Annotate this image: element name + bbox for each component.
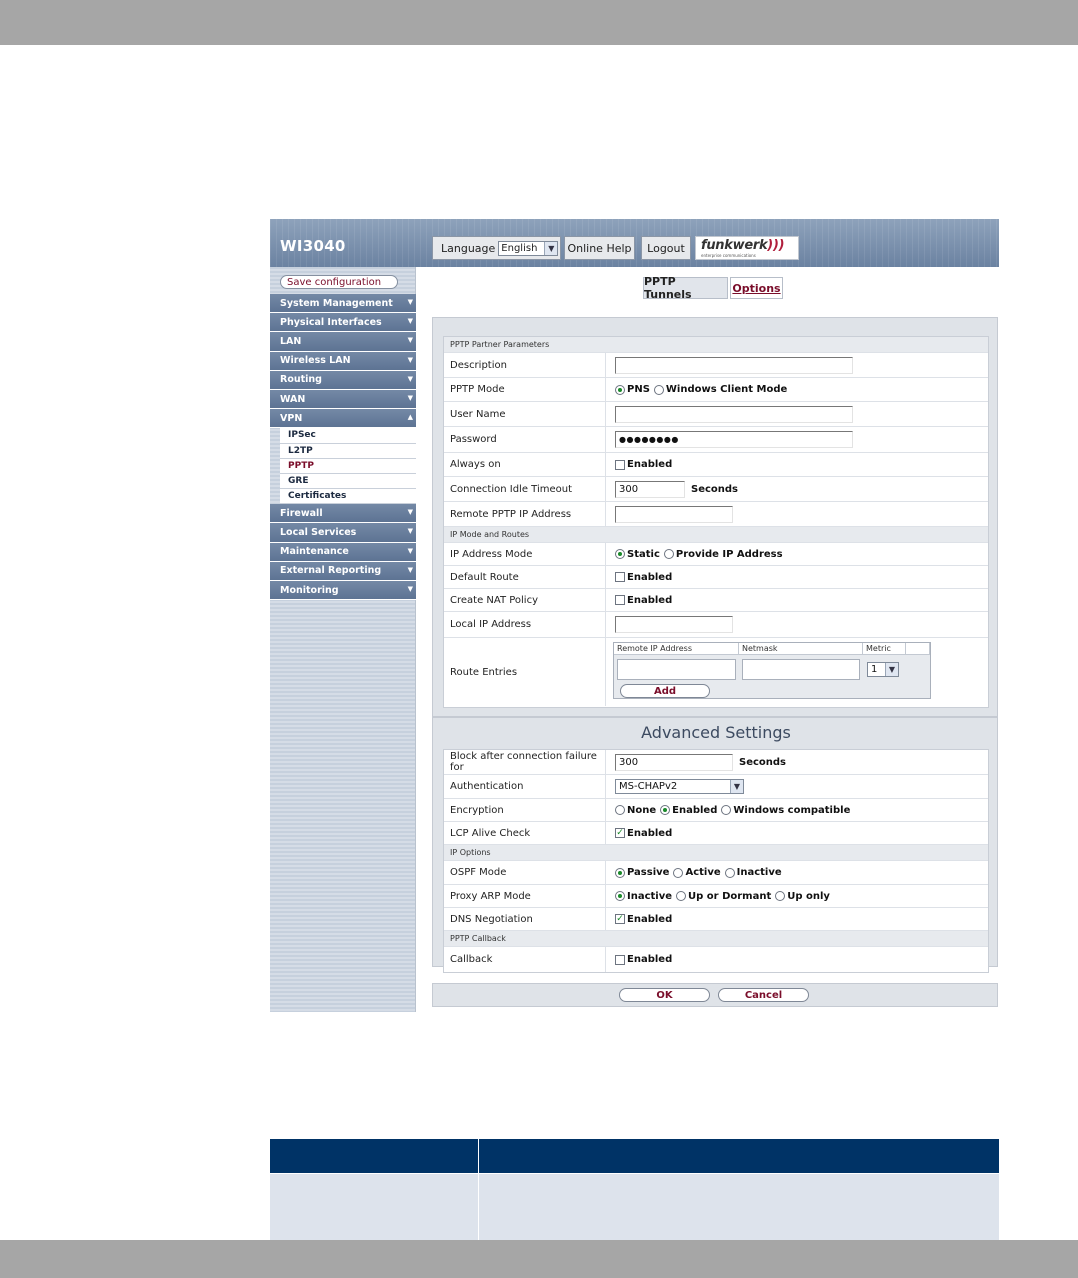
row-dns-negotiation xyxy=(444,908,988,931)
remote-ip-input[interactable] xyxy=(615,506,733,523)
language-value: English xyxy=(501,242,538,254)
description-input[interactable] xyxy=(615,357,853,374)
column-divider xyxy=(478,1174,479,1240)
sidebar-item-label: Wireless LAN xyxy=(280,355,351,367)
advanced-settings-title: Advanced Settings xyxy=(641,723,791,742)
radio-icon xyxy=(676,891,686,901)
ip-address-mode-label: IP Address Mode xyxy=(444,543,606,565)
radio-icon xyxy=(775,891,785,901)
pptp-mode-pns-radio[interactable] xyxy=(615,384,650,395)
online-help-button[interactable]: Online Help xyxy=(564,236,635,260)
rt-netmask-input[interactable] xyxy=(742,659,860,680)
chevron-down-icon: ▼ xyxy=(407,336,413,345)
section-title: PPTP Callback xyxy=(450,934,506,943)
checkbox-icon xyxy=(615,460,625,470)
cancel-button[interactable]: Cancel xyxy=(718,988,809,1002)
advanced-settings-panel xyxy=(432,717,998,967)
row-authentication xyxy=(444,775,988,799)
sidebar-item-wireless-lan[interactable] xyxy=(270,352,416,371)
password-input[interactable]: ●●●●●●●● xyxy=(615,431,853,448)
always-on-checkbox[interactable] xyxy=(615,459,672,470)
idle-timeout-input[interactable]: 300 xyxy=(615,481,685,498)
chevron-down-icon: ▼ xyxy=(407,546,413,555)
encryption-label: Encryption xyxy=(444,799,606,821)
device-name: WI3040 xyxy=(280,237,346,255)
chevron-down-icon: ▼ xyxy=(885,663,898,676)
ospf-passive-radio[interactable] xyxy=(615,867,669,878)
encryption-windows-radio[interactable] xyxy=(721,805,850,816)
section-title: IP Options xyxy=(450,848,491,857)
callback-checkbox[interactable] xyxy=(615,954,672,965)
radio-label: Up only xyxy=(787,890,830,902)
radio-label: Windows compatible xyxy=(733,804,851,816)
chevron-down-icon: ▼ xyxy=(407,508,413,517)
column-divider xyxy=(478,1139,479,1173)
ip-mode-provide-radio[interactable] xyxy=(664,549,783,560)
tab-bar xyxy=(643,277,785,299)
rt-header-remote-ip: Remote IP Address xyxy=(614,643,739,655)
default-route-checkbox[interactable] xyxy=(615,572,672,583)
checkbox-icon xyxy=(615,955,625,965)
app-screenshot xyxy=(270,219,999,1012)
proxy-arp-inactive-radio[interactable] xyxy=(615,891,672,902)
radio-icon xyxy=(654,385,664,395)
radio-label: Up or Dormant xyxy=(688,890,772,902)
row-lcp-alive xyxy=(444,822,988,845)
form-buttons-bar xyxy=(432,983,998,1007)
brand-waves: ))) xyxy=(767,237,785,253)
password-label: Password xyxy=(444,427,606,452)
sidebar-item-local-services[interactable] xyxy=(270,523,416,542)
ip-mode-static-radio[interactable] xyxy=(615,549,660,560)
always-on-label: Always on xyxy=(444,453,606,476)
ok-button[interactable]: OK xyxy=(619,988,710,1002)
radio-label: Provide IP Address xyxy=(675,548,783,560)
authentication-value: MS-CHAPv2 xyxy=(619,781,678,792)
basic-settings-table xyxy=(443,336,989,708)
route-entries-table xyxy=(613,642,931,699)
logout-button[interactable]: Logout xyxy=(641,236,691,260)
radio-icon xyxy=(673,868,683,878)
sidebar-item-wan[interactable] xyxy=(270,390,416,409)
sidebar-item-maintenance[interactable] xyxy=(270,543,416,562)
sidebar-item-routing[interactable] xyxy=(270,371,416,390)
authentication-label: Authentication xyxy=(444,775,606,798)
ospf-inactive-radio[interactable] xyxy=(725,867,782,878)
brand-subtitle: enterprise communications xyxy=(701,252,756,258)
chevron-down-icon: ▼ xyxy=(730,780,743,793)
row-local-ip xyxy=(444,612,988,638)
route-entries-label: Route Entries xyxy=(444,638,606,706)
sidebar-subitem-certificates[interactable]: Certificates xyxy=(280,489,416,504)
radio-label: Enabled xyxy=(672,804,718,816)
row-default-route xyxy=(444,566,988,589)
sidebar-subitem-ipsec[interactable]: IPSec xyxy=(280,428,416,443)
local-ip-input[interactable] xyxy=(615,616,733,633)
user-name-input[interactable] xyxy=(615,406,853,423)
checkbox-icon xyxy=(615,572,625,582)
radio-label: Inactive xyxy=(627,890,673,902)
chevron-down-icon: ▼ xyxy=(407,317,413,326)
radio-selected-icon xyxy=(660,805,670,815)
sidebar-item-label: Local Services xyxy=(280,527,357,539)
rt-header-metric: Metric xyxy=(863,643,906,655)
description-table-row xyxy=(270,1173,999,1240)
sidebar-item-label: External Reporting xyxy=(280,565,382,577)
lcp-alive-label: LCP Alive Check xyxy=(444,822,606,844)
callback-label: Callback xyxy=(444,947,606,972)
sidebar-item-label: Maintenance xyxy=(280,546,349,558)
radio-icon xyxy=(725,868,735,878)
radio-label: None xyxy=(627,804,657,816)
sidebar-subitem-gre[interactable]: GRE xyxy=(280,474,416,489)
sidebar-item-physical-interfaces[interactable] xyxy=(270,313,416,332)
radio-icon xyxy=(721,805,731,815)
radio-label: Static xyxy=(627,548,660,560)
sidebar-menu xyxy=(270,294,416,600)
chevron-down-icon: ▼ xyxy=(407,527,413,536)
basic-settings-panel xyxy=(432,317,998,717)
sidebar-item-label: Physical Interfaces xyxy=(280,316,382,328)
sidebar-item-label: WAN xyxy=(280,393,306,405)
radio-icon xyxy=(664,549,674,559)
row-description xyxy=(444,353,988,378)
checkbox-label: Enabled xyxy=(627,913,673,925)
sidebar-item-label: VPN xyxy=(280,412,303,424)
checkbox-label: Enabled xyxy=(627,954,673,965)
pptp-mode-windows-radio[interactable] xyxy=(654,384,787,395)
sidebar-item-label: Firewall xyxy=(280,507,323,519)
sidebar xyxy=(270,267,416,1012)
chevron-down-icon: ▼ xyxy=(407,374,413,383)
row-ip-address-mode xyxy=(444,543,988,566)
language-label: Language xyxy=(441,241,496,255)
sidebar-subitem-l2tp[interactable]: L2TP xyxy=(280,444,416,459)
row-create-nat xyxy=(444,589,988,612)
row-remote-ip xyxy=(444,502,988,527)
rt-remote-ip-input[interactable] xyxy=(617,659,736,680)
block-after-label: Block after connection failure for xyxy=(444,750,606,774)
chevron-down-icon: ▼ xyxy=(407,585,413,593)
sidebar-item-label: Routing xyxy=(280,374,322,386)
radio-label: PNS xyxy=(627,384,650,395)
sidebar-item-system-management[interactable] xyxy=(270,294,416,313)
brand-logo xyxy=(695,236,799,260)
row-proxy-arp xyxy=(444,885,988,908)
tab-options[interactable]: Options xyxy=(730,277,783,299)
sidebar-item-label: Monitoring xyxy=(280,584,339,596)
dns-negotiation-checkbox[interactable] xyxy=(615,914,672,925)
checkbox-label: Enabled xyxy=(627,827,673,839)
sidebar-item-label: LAN xyxy=(280,335,302,347)
radio-label: Passive xyxy=(627,867,670,878)
chevron-down-icon: ▼ xyxy=(407,355,413,364)
seconds-unit: Seconds xyxy=(691,483,739,495)
dns-negotiation-label: DNS Negotiation xyxy=(444,908,606,930)
checkbox-label: Enabled xyxy=(627,594,673,606)
radio-selected-icon xyxy=(615,891,625,901)
pptp-mode-label: PPTP Mode xyxy=(444,378,606,401)
language-selector xyxy=(432,236,561,260)
row-block-after xyxy=(444,750,988,775)
radio-selected-icon xyxy=(615,868,625,878)
proxy-arp-label: Proxy ARP Mode xyxy=(444,885,606,907)
row-callback xyxy=(444,947,988,972)
authentication-select[interactable] xyxy=(615,779,744,794)
default-route-label: Default Route xyxy=(444,566,606,588)
section-header-partner xyxy=(444,337,988,353)
sidebar-item-label: System Management xyxy=(280,297,393,309)
checkbox-icon xyxy=(615,595,625,605)
tab-pptp-tunnels[interactable]: PPTP Tunnels xyxy=(643,277,728,299)
row-always-on xyxy=(444,453,988,477)
chevron-down-icon: ▼ xyxy=(407,298,413,306)
radio-label: Windows Client Mode xyxy=(665,384,788,395)
rt-header-netmask: Netmask xyxy=(739,643,863,655)
chevron-down-icon: ▼ xyxy=(544,242,557,255)
create-nat-label: Create NAT Policy xyxy=(444,589,606,611)
description-table-header xyxy=(270,1139,999,1173)
row-user-name xyxy=(444,402,988,427)
section-header-callback xyxy=(444,931,988,947)
encryption-none-radio[interactable] xyxy=(615,805,656,816)
description-table xyxy=(270,1139,999,1240)
checkbox-label: Enabled xyxy=(627,571,673,583)
advanced-settings-table xyxy=(443,749,989,973)
section-header-ipmode xyxy=(444,527,988,543)
row-pptp-mode xyxy=(444,378,988,402)
brand-name: funkwerk xyxy=(701,237,768,253)
checkmark-icon: ✓ xyxy=(616,913,624,924)
section-title: PPTP Partner Parameters xyxy=(450,340,550,349)
row-idle-timeout xyxy=(444,477,988,502)
sidebar-item-monitoring[interactable] xyxy=(270,581,416,600)
seconds-unit: Seconds xyxy=(739,756,787,768)
app-header xyxy=(270,219,999,267)
page-top-bar xyxy=(0,0,1078,45)
row-route-entries xyxy=(444,638,988,706)
idle-timeout-label: Connection Idle Timeout xyxy=(444,477,606,501)
page-bottom-bar xyxy=(0,1240,1078,1278)
block-after-input[interactable]: 300 xyxy=(615,754,733,771)
radio-selected-icon xyxy=(615,549,625,559)
sidebar-item-external-reporting[interactable] xyxy=(270,562,416,581)
row-password xyxy=(444,427,988,453)
chevron-up-icon: ▲ xyxy=(407,413,413,422)
sidebar-item-lan[interactable] xyxy=(270,332,416,351)
chevron-down-icon: ▼ xyxy=(407,565,413,574)
rt-header-blank xyxy=(906,643,930,655)
radio-label: Inactive xyxy=(736,867,782,878)
section-title: IP Mode and Routes xyxy=(450,530,530,539)
proxy-arp-up-dormant-radio[interactable] xyxy=(676,891,771,902)
ospf-active-radio[interactable] xyxy=(673,867,720,878)
sidebar-item-vpn[interactable] xyxy=(270,409,416,428)
encryption-enabled-radio[interactable] xyxy=(660,805,717,816)
radio-icon xyxy=(615,805,625,815)
ospf-mode-label: OSPF Mode xyxy=(444,861,606,884)
radio-label: Active xyxy=(685,867,721,878)
user-name-label: User Name xyxy=(444,402,606,426)
lcp-alive-checkbox[interactable] xyxy=(615,828,672,839)
section-header-ipoptions xyxy=(444,845,988,861)
create-nat-checkbox[interactable] xyxy=(615,595,672,606)
radio-selected-icon xyxy=(615,385,625,395)
add-route-button[interactable]: Add xyxy=(620,684,710,698)
proxy-arp-up-only-radio[interactable] xyxy=(775,891,830,902)
save-configuration-button[interactable]: Save configuration xyxy=(280,275,398,289)
sidebar-subitem-pptp[interactable]: PPTP xyxy=(280,459,416,474)
chevron-down-icon: ▼ xyxy=(407,393,413,402)
description-label: Description xyxy=(444,353,606,377)
rt-metric-value: 1 xyxy=(871,664,878,675)
checkbox-label: Enabled xyxy=(627,459,673,470)
local-ip-label: Local IP Address xyxy=(444,612,606,637)
rt-metric-select[interactable] xyxy=(867,662,899,677)
sidebar-item-firewall[interactable] xyxy=(270,504,416,523)
remote-ip-label: Remote PPTP IP Address xyxy=(444,502,606,526)
language-select[interactable] xyxy=(498,241,558,256)
row-ospf-mode xyxy=(444,861,988,885)
checkmark-icon: ✓ xyxy=(616,827,624,838)
row-encryption xyxy=(444,799,988,822)
